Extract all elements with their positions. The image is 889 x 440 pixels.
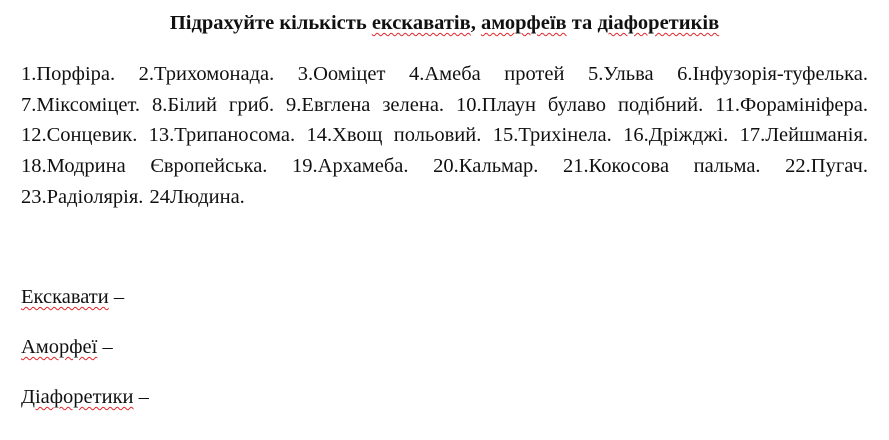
title-text-3: та: [566, 12, 598, 34]
title-text-2: ,: [470, 12, 481, 34]
page-title: [0, 9, 889, 37]
answer-label-excavates: Екскавати: [21, 286, 109, 308]
answer-dash: –: [97, 336, 113, 358]
answer-line-excavates: [21, 283, 124, 311]
answer-dash: –: [108, 286, 125, 308]
title-word-diaphoretickes: діафоретиків: [597, 12, 720, 34]
organism-list-paragraph: 1.Порфіра. 2.Трихомонада. 3.Ооміцет 4.Амеба протей 5.Ульва 6.Інфузорія-туфелька. 7.Міксоміцет. 8.Білий гриб. 9.Евглена зелена. 10.Плаун булаво подібний. 11.Форамініфера. 12.Сонцевик. 13.Трипаносома. 14.Хвощ польовий. 15.Трихінела. 16.Дріжджі. 17.Лейшманія. 18.Модрина Європейська. 19.Архамеба. 20.Кальмар. 21.Кокосова пальма. 22.Пугач. 23.Радіолярія. 24Людина.: [21, 63, 868, 208]
answer-line-amorphea: [21, 333, 113, 361]
answer-label-amorphea: Аморфеї: [21, 336, 98, 358]
answer-line-diaphoretickes: [21, 383, 149, 411]
title-word-amorphea: аморфеїв: [480, 12, 567, 34]
answer-label-diaphoretickes: Діафоретики: [21, 386, 134, 408]
answer-dash: –: [133, 386, 149, 408]
title-text-1: Підрахуйте кількість: [169, 12, 372, 34]
title-word-excavates: екскаватів: [371, 12, 471, 34]
